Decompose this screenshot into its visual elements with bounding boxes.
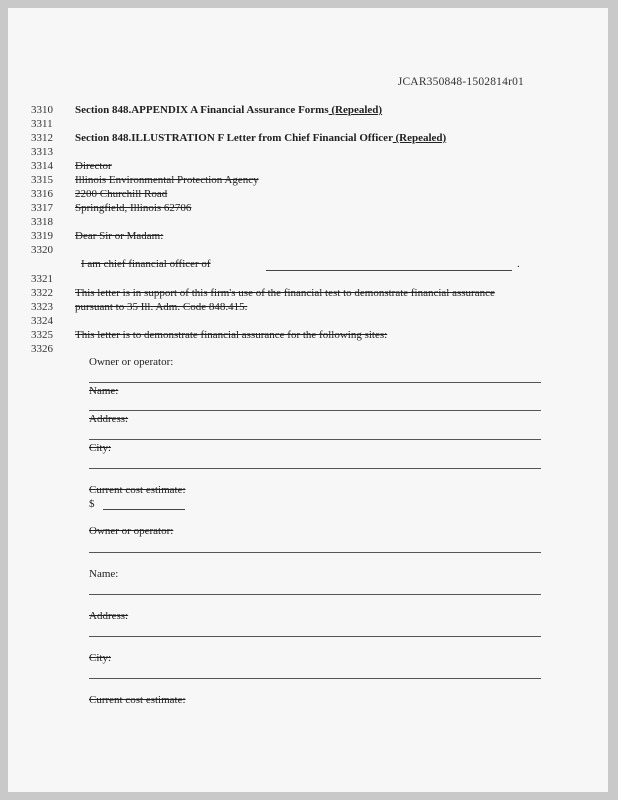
line-number: 3320 bbox=[31, 244, 53, 256]
document-id: JCAR350848-1502814r01 bbox=[397, 76, 524, 88]
address-agency: Illinois Environmental Protection Agency bbox=[75, 174, 259, 186]
address-director: Director bbox=[75, 160, 112, 172]
line-number: 3325 bbox=[31, 329, 53, 341]
form-rule bbox=[89, 468, 541, 469]
form-rule bbox=[89, 552, 541, 553]
support-paragraph-line2: pursuant to 35 Ill. Adm. Code 848.415. bbox=[75, 301, 248, 313]
section-title: Section 848.APPENDIX A Financial Assurance Forms bbox=[75, 104, 329, 116]
form-rule bbox=[89, 382, 541, 383]
address-street: 2200 Churchill Road bbox=[75, 188, 168, 200]
line-number: 3315 bbox=[31, 174, 53, 186]
name-label: Name: bbox=[89, 568, 119, 580]
line-number: 3310 bbox=[31, 104, 53, 116]
cfo-statement: I am chief financial officer of bbox=[81, 258, 211, 270]
sites-statement: This letter is to demonstrate financial assurance for the following sites: bbox=[75, 329, 388, 341]
form-rule bbox=[89, 678, 541, 679]
address-label: Address: bbox=[89, 413, 129, 425]
cost-estimate-label: Current cost estimate: bbox=[89, 484, 186, 496]
address-label: Address: bbox=[89, 610, 129, 622]
owner-operator-label: Owner or operator: bbox=[89, 356, 174, 368]
city-label: City: bbox=[89, 442, 112, 454]
form-rule bbox=[89, 439, 541, 440]
cost-amount-blank bbox=[103, 509, 185, 510]
repealed-marker: (Repealed) bbox=[328, 104, 383, 116]
owner-operator-label: Owner or operator: bbox=[89, 525, 174, 537]
document-page bbox=[8, 8, 608, 792]
section-title: Section 848.ILLUSTRATION F Letter from Chief Financial Officer bbox=[75, 132, 393, 144]
dollar-sign: $ bbox=[89, 498, 95, 510]
address-city: Springfield, Illinois 62706 bbox=[75, 202, 192, 214]
line-number: 3316 bbox=[31, 188, 53, 200]
repealed-marker: (Repealed) bbox=[392, 132, 447, 144]
name-label: Name: bbox=[89, 385, 119, 397]
line-number: 3317 bbox=[31, 202, 53, 214]
form-rule bbox=[89, 410, 541, 411]
city-label: City: bbox=[89, 652, 112, 664]
line-number: 3323 bbox=[31, 301, 53, 313]
line-number: 3311 bbox=[31, 118, 53, 130]
section-heading-appendix-a bbox=[75, 104, 382, 118]
line-number: 3314 bbox=[31, 160, 53, 172]
line-number: 3326 bbox=[31, 343, 53, 355]
form-rule bbox=[89, 636, 541, 637]
line-number: 3313 bbox=[31, 146, 53, 158]
line-number: 3322 bbox=[31, 287, 53, 299]
line-number: 3319 bbox=[31, 230, 53, 242]
line-number: 3318 bbox=[31, 216, 53, 228]
line-number: 3312 bbox=[31, 132, 53, 144]
cost-estimate-label: Current cost estimate: bbox=[89, 694, 186, 706]
line-number: 3321 bbox=[31, 273, 53, 285]
support-paragraph-line1: This letter is in support of this firm's use of the financial test to demonstrate financial assurance bbox=[75, 287, 495, 299]
form-rule bbox=[89, 594, 541, 595]
firm-name-blank bbox=[266, 270, 512, 271]
cfo-period: . bbox=[517, 258, 520, 270]
salutation: Dear Sir or Madam: bbox=[75, 230, 164, 242]
section-heading-illustration-f bbox=[75, 132, 446, 146]
line-number: 3324 bbox=[31, 315, 53, 327]
